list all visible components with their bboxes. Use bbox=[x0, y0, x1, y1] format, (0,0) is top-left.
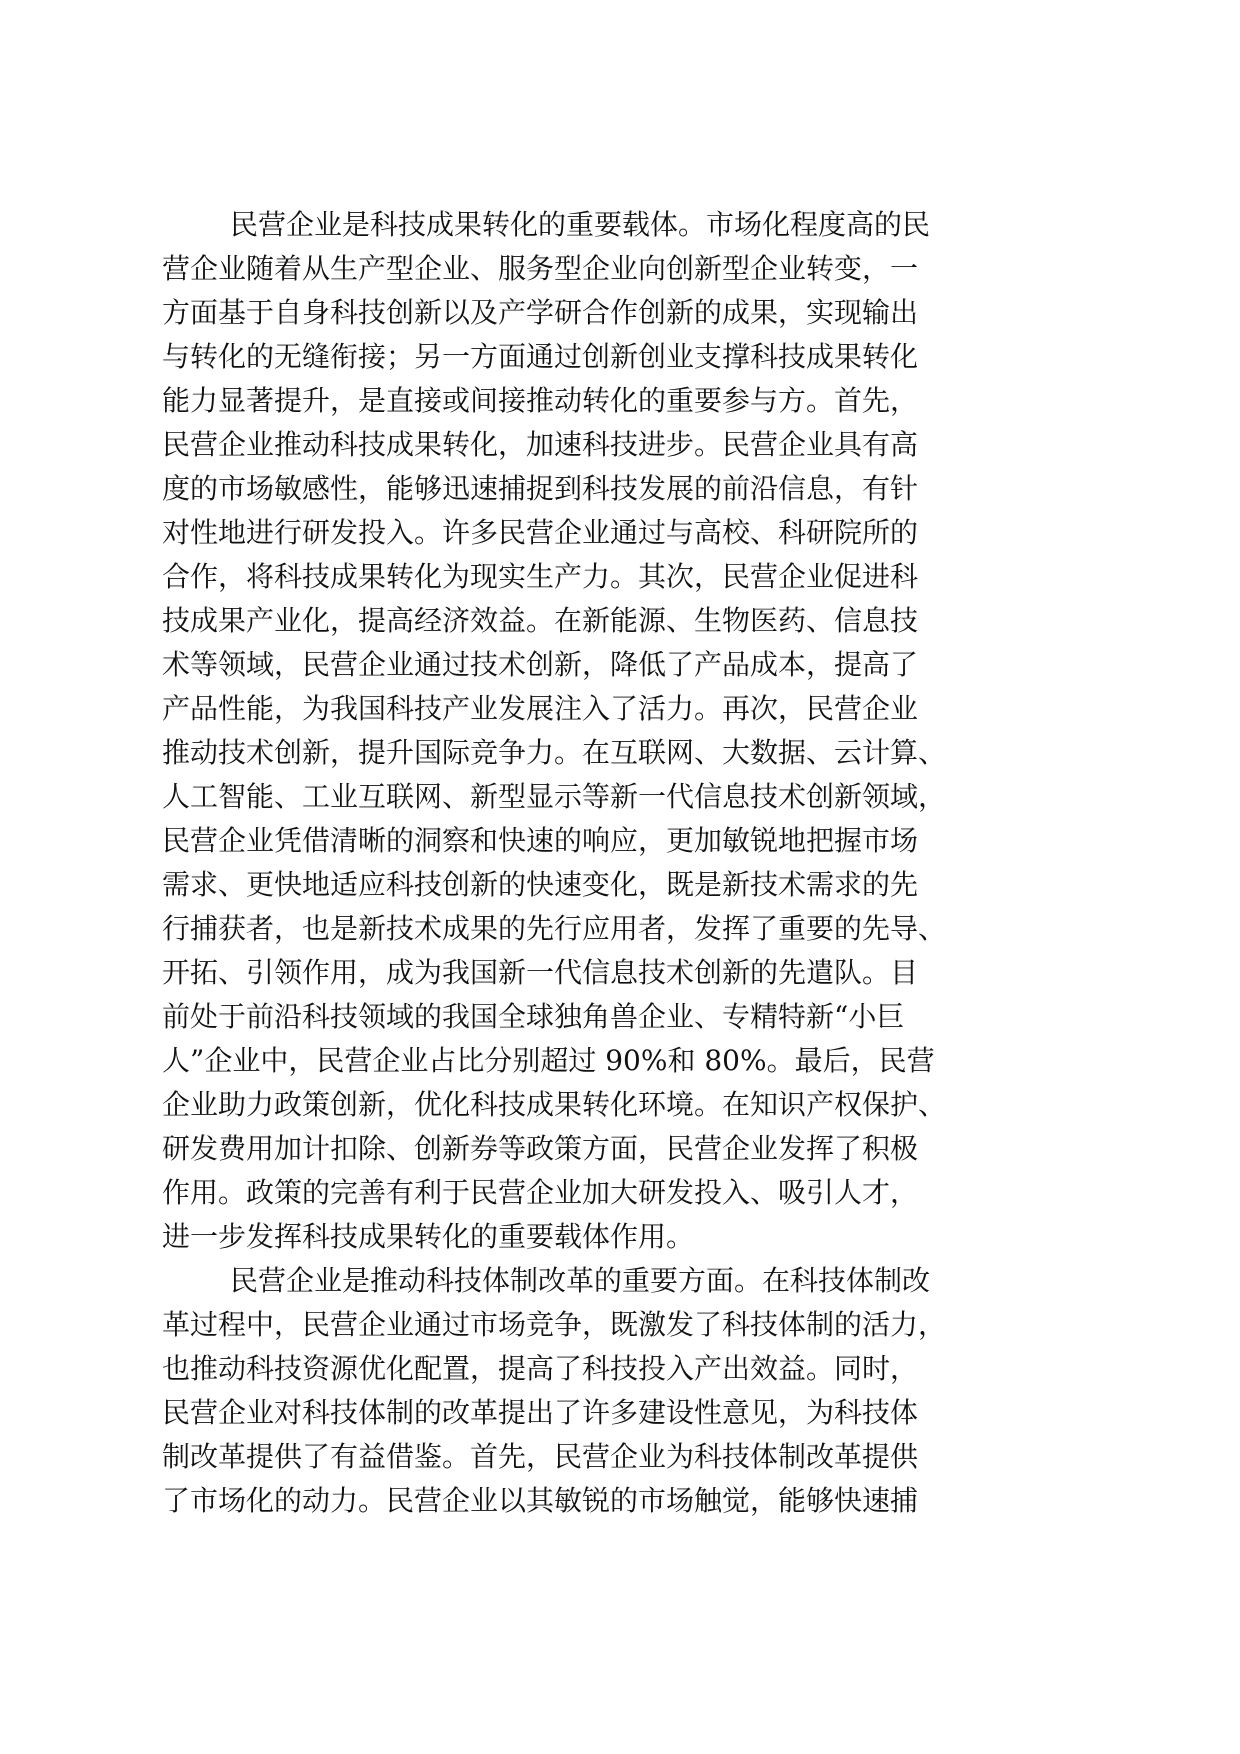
text-line: 进一步发挥科技成果转化的重要载体作用。 bbox=[162, 1220, 695, 1253]
paragraph bbox=[162, 1259, 1082, 1523]
text-line: 民营企业是科技成果转化的重要载体。市场化程度高的民 bbox=[230, 208, 931, 241]
text-line: 需求、更快地适应科技创新的快速变化，既是新技术需求的先 bbox=[162, 868, 919, 901]
text-line: 研发费用加计扣除、创新券等政策方面，民营企业发挥了积极 bbox=[162, 1132, 919, 1165]
text-line: 方面基于自身科技创新以及产学研合作创新的成果，实现输出 bbox=[162, 296, 919, 329]
text-line: 合作，将科技成果转化为现实生产力。其次，民营企业促进科 bbox=[162, 560, 919, 593]
text-line: 人工智能、工业互联网、新型显示等新一代信息技术创新领域， bbox=[162, 780, 947, 813]
text-line: 术等领域，民营企业通过技术创新，降低了产品成本，提高了 bbox=[162, 648, 919, 681]
text-line: 对性地进行研发投入。许多民营企业通过与高校、科研院所的 bbox=[162, 516, 919, 549]
text-line: 也推动科技资源优化配置，提高了科技投入产出效益。同时， bbox=[162, 1352, 919, 1385]
text-line: 人”企业中，民营企业占比分别超过 90%和 80%。最后，民营 bbox=[162, 1044, 935, 1077]
text-line: 民营企业凭借清晰的洞察和快速的响应，更加敏锐地把握市场 bbox=[162, 824, 919, 857]
paragraph bbox=[162, 203, 1082, 1259]
document-body bbox=[162, 203, 1082, 1523]
text-line: 民营企业对科技体制的改革提出了许多建设性意见，为科技体 bbox=[162, 1396, 919, 1429]
text-line: 行捕获者，也是新技术成果的先行应用者，发挥了重要的先导、 bbox=[162, 912, 947, 945]
text-line: 制改革提供了有益借鉴。首先，民营企业为科技体制改革提供 bbox=[162, 1440, 919, 1473]
text-line: 企业助力政策创新，优化科技成果转化环境。在知识产权保护、 bbox=[162, 1088, 947, 1121]
text-line: 民营企业推动科技成果转化，加速科技进步。民营企业具有高 bbox=[162, 428, 919, 461]
text-line: 推动技术创新，提升国际竞争力。在互联网、大数据、云计算、 bbox=[162, 736, 947, 769]
text-line: 前处于前沿科技领域的我国全球独角兽企业、专精特新“小巨 bbox=[162, 1000, 905, 1033]
text-line: 了市场化的动力。民营企业以其敏锐的市场触觉，能够快速捕 bbox=[162, 1484, 919, 1517]
text-line: 产品性能，为我国科技产业发展注入了活力。再次，民营企业 bbox=[162, 692, 919, 725]
text-line: 营企业随着从生产型企业、服务型企业向创新型企业转变，一 bbox=[162, 252, 919, 285]
text-line: 民营企业是推动科技体制改革的重要方面。在科技体制改 bbox=[230, 1264, 931, 1297]
text-line: 作用。政策的完善有利于民营企业加大研发投入、吸引人才， bbox=[162, 1176, 919, 1209]
text-line: 能力显著提升，是直接或间接推动转化的重要参与方。首先， bbox=[162, 384, 919, 417]
text-line: 度的市场敏感性，能够迅速捕捉到科技发展的前沿信息，有针 bbox=[162, 472, 919, 505]
text-line: 技成果产业化，提高经济效益。在新能源、生物医药、信息技 bbox=[162, 604, 919, 637]
text-line: 革过程中，民营企业通过市场竞争，既激发了科技体制的活力， bbox=[162, 1308, 947, 1341]
text-line: 开拓、引领作用，成为我国新一代信息技术创新的先遣队。目 bbox=[162, 956, 919, 989]
text-line: 与转化的无缝衔接；另一方面通过创新创业支撑科技成果转化 bbox=[162, 340, 919, 373]
